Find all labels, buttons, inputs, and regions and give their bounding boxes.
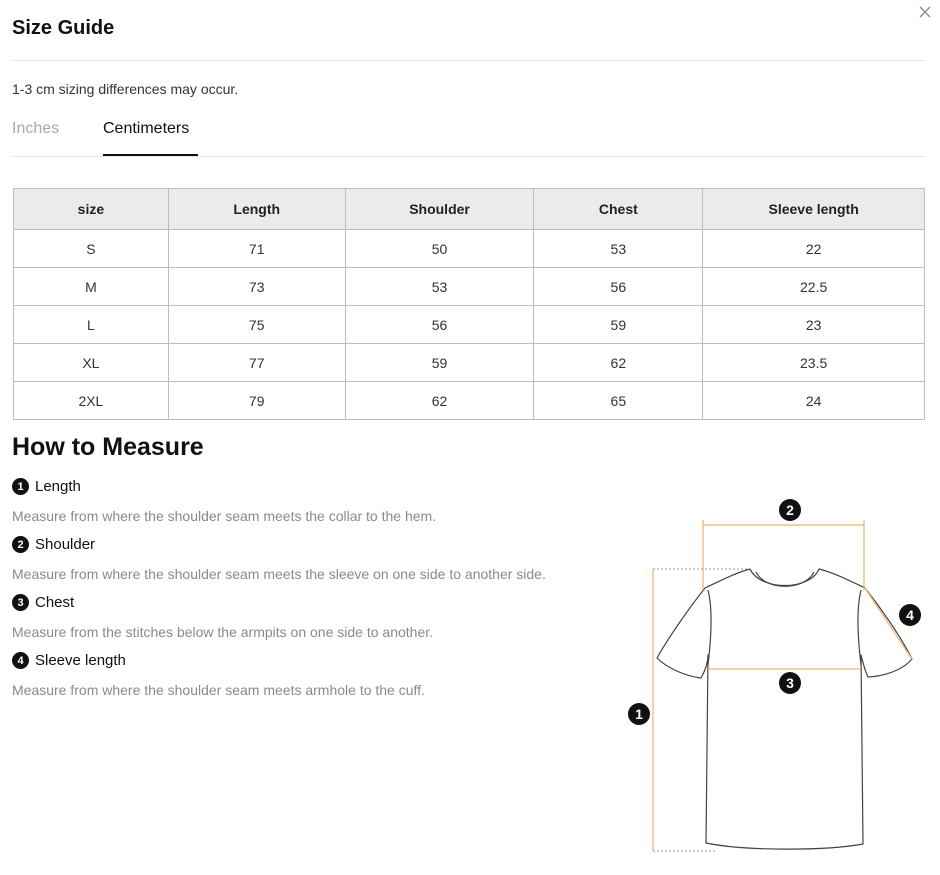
table-cell: 65 <box>534 382 703 420</box>
table-cell: 62 <box>534 344 703 382</box>
measure-item-chest <box>12 594 74 611</box>
table-cell: 53 <box>534 230 703 268</box>
table-cell: 59 <box>345 344 534 382</box>
diagram-marker-3 <box>779 672 801 694</box>
header-chest: Chest <box>534 189 703 230</box>
table-cell: M <box>14 268 169 306</box>
header-sleeve-length: Sleeve length <box>703 189 925 230</box>
measure-item-description: Measure from where the shoulder seam meets the sleeve on one side to another side. <box>12 566 546 582</box>
measure-item-title: Shoulder <box>35 536 96 553</box>
measure-item-description: Measure from where the shoulder seam meets armhole to the cuff. <box>12 682 425 698</box>
table-cell: 56 <box>534 268 703 306</box>
number-2-icon: 2 <box>12 536 29 553</box>
svg-text:2: 2 <box>786 502 794 518</box>
number-3-icon: 3 <box>12 594 29 611</box>
table-cell: 50 <box>345 230 534 268</box>
tab-inches[interactable]: Inches <box>12 120 60 137</box>
table-cell: 77 <box>168 344 345 382</box>
measure-item-title: Chest <box>35 594 75 611</box>
size-guide-title: Size Guide <box>12 17 115 39</box>
table-cell: S <box>14 230 169 268</box>
tab-centimeters[interactable]: Centimeters <box>103 120 190 137</box>
number-1-icon: 1 <box>12 478 29 495</box>
table-row <box>14 230 925 268</box>
diagram-marker-4 <box>899 604 921 626</box>
table-cell: 56 <box>345 306 534 344</box>
svg-text:4: 4 <box>906 607 914 623</box>
table-cell: 22 <box>703 230 925 268</box>
unit-tabs <box>12 116 925 157</box>
diagram-marker-1 <box>628 703 650 725</box>
close-icon[interactable] <box>917 4 933 20</box>
table-cell: 73 <box>168 268 345 306</box>
table-cell: L <box>14 306 169 344</box>
size-table <box>13 188 925 420</box>
measure-item-sleeve-length <box>12 652 126 669</box>
svg-text:3: 3 <box>786 675 794 691</box>
table-row <box>14 382 925 420</box>
sizing-note: 1-3 cm sizing differences may occur. <box>12 81 239 97</box>
table-cell: 23.5 <box>703 344 925 382</box>
measure-item-title: Length <box>35 478 81 495</box>
table-cell: XL <box>14 344 169 382</box>
measure-item-description: Measure from the stitches below the armpits on one side to another. <box>12 624 434 640</box>
table-row <box>14 268 925 306</box>
table-header-row <box>14 189 925 230</box>
number-4-icon: 4 <box>12 652 29 669</box>
tshirt-measurement-diagram <box>625 495 925 860</box>
measure-item-shoulder <box>12 536 95 553</box>
table-cell: 79 <box>168 382 345 420</box>
measure-item-description: Measure from where the shoulder seam meets the collar to the hem. <box>12 508 437 524</box>
header-shoulder: Shoulder <box>345 189 534 230</box>
table-cell: 62 <box>345 382 534 420</box>
header-size: size <box>14 189 169 230</box>
table-cell: 71 <box>168 230 345 268</box>
tshirt-outline-icon <box>657 569 912 849</box>
how-to-measure-heading: How to Measure <box>12 433 204 461</box>
table-cell: 75 <box>168 306 345 344</box>
table-cell: 24 <box>703 382 925 420</box>
measure-item-title: Sleeve length <box>35 652 126 669</box>
header-divider <box>12 60 925 61</box>
svg-text:1: 1 <box>635 706 643 722</box>
measure-item-length <box>12 478 81 495</box>
table-cell: 59 <box>534 306 703 344</box>
table-cell: 23 <box>703 306 925 344</box>
table-cell: 2XL <box>14 382 169 420</box>
table-row <box>14 306 925 344</box>
table-row <box>14 344 925 382</box>
header-length: Length <box>168 189 345 230</box>
table-cell: 22.5 <box>703 268 925 306</box>
table-cell: 53 <box>345 268 534 306</box>
active-tab-indicator <box>103 154 198 156</box>
diagram-marker-2 <box>779 499 801 521</box>
